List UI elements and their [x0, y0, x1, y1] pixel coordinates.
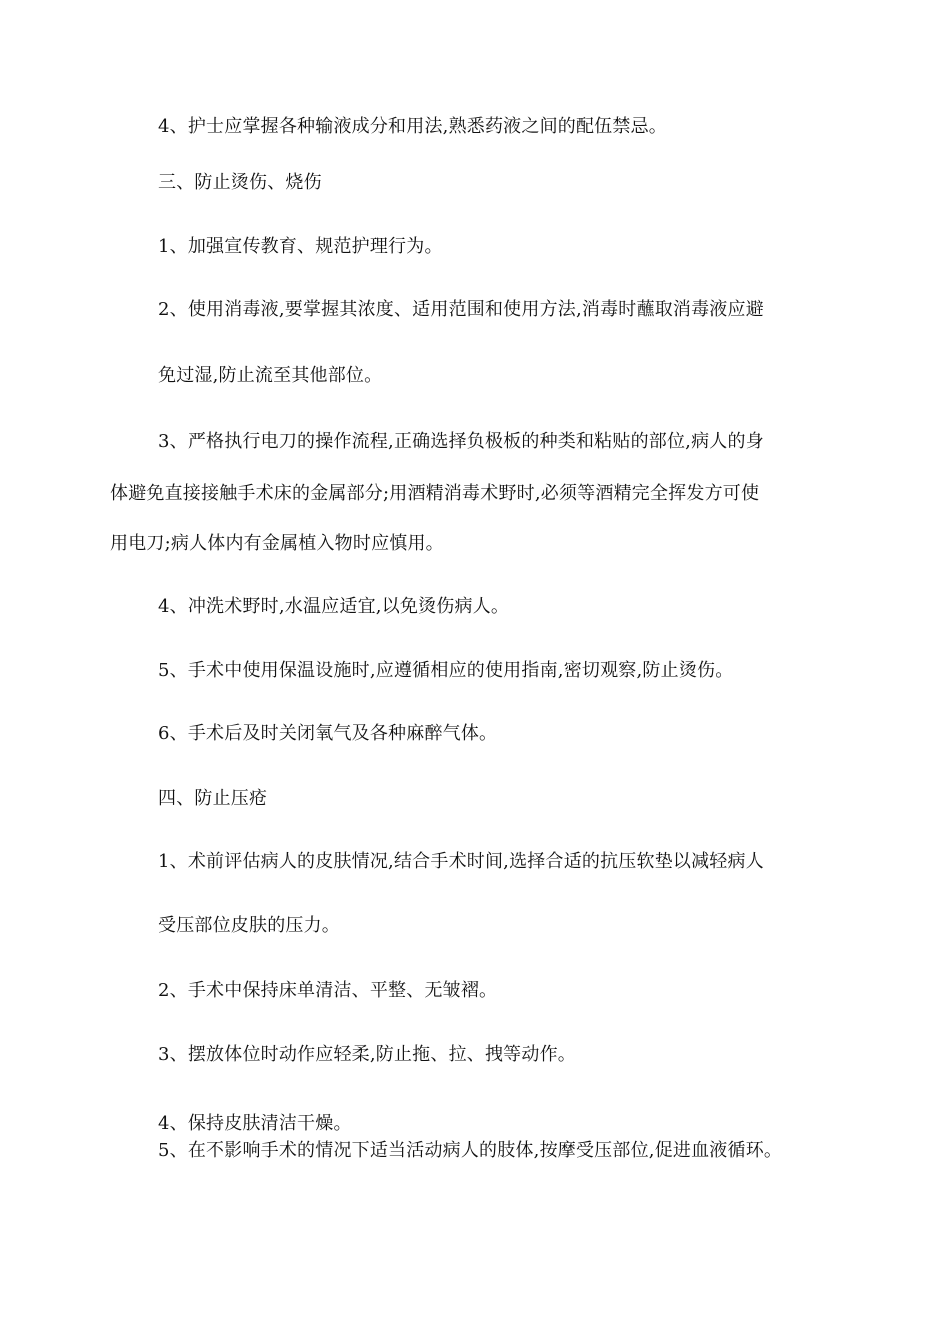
- text-line: 免过湿,防止流至其他部位。: [158, 365, 383, 386]
- text-line: 3、摆放体位时动作应轻柔,防止拖、拉、拽等动作。: [158, 1044, 576, 1065]
- text-line: 受压部位皮肤的压力。: [158, 915, 340, 936]
- text-line: 4、护士应掌握各种输液成分和用法,熟悉药液之间的配伍禁忌。: [158, 116, 667, 137]
- section-heading: 四、防止压疮: [158, 788, 268, 809]
- text-line: 2、手术中保持床单清洁、平整、无皱褶。: [158, 980, 498, 1001]
- text-line: 4、冲洗术野时,水温应适宜,以免烫伤病人。: [158, 596, 510, 617]
- text-line: 2、使用消毒液,要掌握其浓度、适用范围和使用方法,消毒时蘸取消毒液应避: [158, 299, 764, 320]
- text-line: 1、加强宣传教育、规范护理行为。: [158, 236, 443, 257]
- text-line: 用电刀;病人体内有金属植入物时应慎用。: [110, 533, 444, 554]
- text-line: 6、手术后及时关闭氧气及各种麻醉气体。: [158, 723, 498, 744]
- text-line: 5、在不影响手术的情况下适当活动病人的肢体,按摩受压部位,促进血液循环。: [158, 1140, 783, 1161]
- text-line: 1、术前评估病人的皮肤情况,结合手术时间,选择合适的抗压软垫以减轻病人: [158, 851, 764, 872]
- text-line: 5、手术中使用保温设施时,应遵循相应的使用指南,密切观察,防止烫伤。: [158, 660, 734, 681]
- text-line: 体避免直接接触手术床的金属部分;用酒精消毒术野时,必须等酒精完全挥发方可使: [110, 483, 760, 504]
- text-line: 3、严格执行电刀的操作流程,正确选择负极板的种类和粘贴的部位,病人的身: [158, 431, 764, 452]
- section-heading: 三、防止烫伤、烧伤: [158, 172, 322, 193]
- text-line: 4、保持皮肤清洁干燥。: [158, 1113, 352, 1134]
